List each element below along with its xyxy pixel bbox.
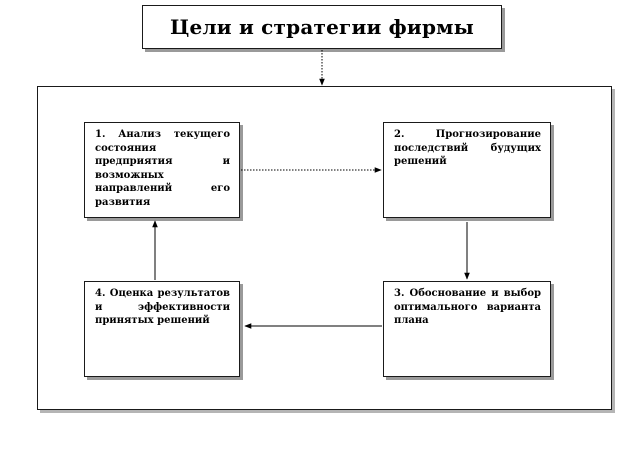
step-1-analysis: 1. Анализ текущего состояния предприятия и возможных направлений его развития xyxy=(84,122,240,218)
step-2-forecasting: 2. Прогнозирование последствий будущих решений xyxy=(383,122,551,218)
title-box xyxy=(142,5,502,49)
step-4-evaluation: 4. Оценка результатов и эффективности принятых решений xyxy=(84,281,240,377)
step-3-plan-selection: 3. Обоснование и выбор оптимального варианта плана xyxy=(383,281,551,377)
diagram-title: Цели и стратегии фирмы xyxy=(170,15,474,39)
